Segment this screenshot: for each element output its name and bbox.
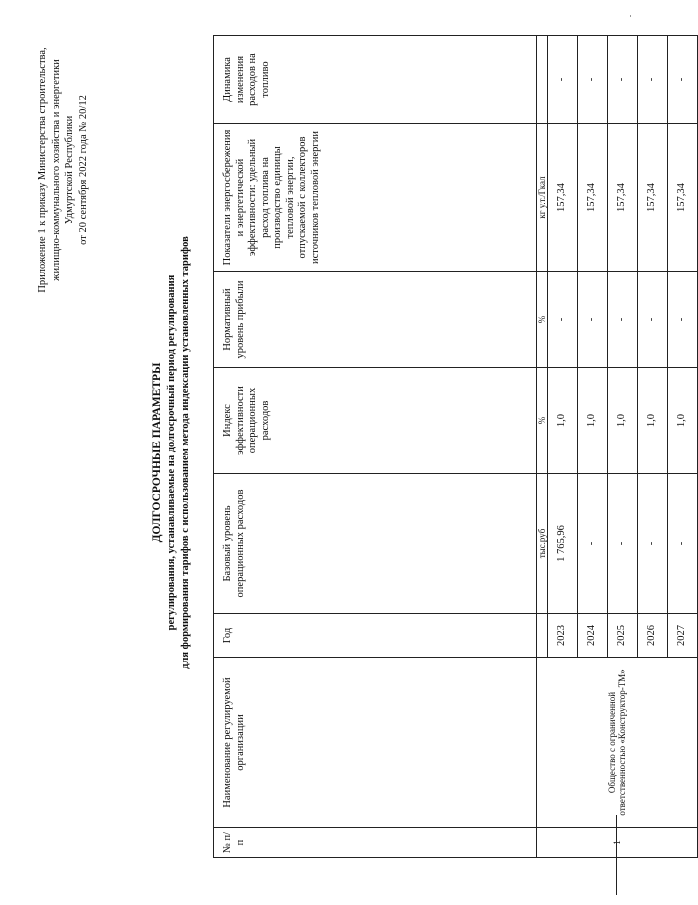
unit-energy-indicators: кг у.т./Гкал xyxy=(537,124,548,272)
appendix-line: от 20 сентября 2022 года № 20/12 xyxy=(77,95,89,245)
appendix-line: жилищно-коммунального хозяйства и энергетики xyxy=(50,59,62,281)
cell-efficiency-index: 1,0 xyxy=(548,368,578,474)
unit-efficiency-index: % xyxy=(537,368,548,474)
cell-efficiency-index: 1,0 xyxy=(638,368,668,474)
unit-fuel-dynamics xyxy=(537,36,548,124)
cell-energy: 157,34 xyxy=(668,124,698,272)
cell-profit-level: - xyxy=(638,272,668,368)
document-subtitle-1: регулирования, устанавливаемые на долгосрочный период регулирования xyxy=(166,274,177,631)
document-title: ДОЛГОСРОЧНЫЕ ПАРАМЕТРЫ xyxy=(151,362,163,543)
cell-fuel-dynamics: - xyxy=(638,36,668,124)
unit-base-level: тыс.руб xyxy=(537,474,548,614)
cell-profit-level: - xyxy=(578,272,608,368)
cell-base-level: - xyxy=(578,474,608,614)
scan-mark xyxy=(630,15,631,17)
header-year: Год xyxy=(214,614,537,658)
cell-fuel-dynamics: - xyxy=(548,36,578,124)
cell-year: 2026 xyxy=(638,614,668,658)
header-org: Наименование регулируемой организации xyxy=(214,658,537,828)
cell-energy: 157,34 xyxy=(578,124,608,272)
cell-profit-level: - xyxy=(668,272,698,368)
appendix-line: Удмуртской Республики xyxy=(64,115,75,225)
footnote-separator xyxy=(616,815,617,895)
parameters-table xyxy=(213,35,698,858)
header-energy-indicators: Показатели энергосбережения и энергетической эффективности: удельный расход топлива на производство единицы тепловой энергии, отпускаемой с коллекторов источников тепловой энергии xyxy=(214,124,537,272)
table-header-row xyxy=(214,36,537,858)
cell-efficiency-index: 1,0 xyxy=(608,368,638,474)
header-efficiency-index: Индекс эффективности операционных расходов xyxy=(214,368,537,474)
cell-energy: 157,34 xyxy=(608,124,638,272)
document-subtitle-2: для формирования тарифов с использованием метода индексации установленных тарифов xyxy=(179,236,191,669)
cell-year: 2025 xyxy=(608,614,638,658)
table-units-row xyxy=(537,36,548,858)
cell-base-level: - xyxy=(638,474,668,614)
cell-energy: 157,34 xyxy=(638,124,668,272)
header-num: № п/п xyxy=(214,828,537,858)
unit-year xyxy=(537,614,548,658)
cell-energy: 157,34 xyxy=(548,124,578,272)
cell-year: 2023 xyxy=(548,614,578,658)
cell-base-level: - xyxy=(608,474,638,614)
cell-base-level: - xyxy=(668,474,698,614)
document-heading xyxy=(150,150,192,755)
cell-profit-level: - xyxy=(548,272,578,368)
cell-base-level: 1 765,96 xyxy=(548,474,578,614)
header-base-level: Базовый уровень операционных расходов xyxy=(214,474,537,614)
cell-profit-level: - xyxy=(608,272,638,368)
cell-year: 2024 xyxy=(578,614,608,658)
cell-year: 2027 xyxy=(668,614,698,658)
appendix-note xyxy=(36,25,90,315)
org-name: Общество с ограниченной ответственностью «Конструктор-ТМ» xyxy=(537,658,698,828)
cell-efficiency-index: 1,0 xyxy=(668,368,698,474)
header-profit-level: Нормативный уровень прибыли xyxy=(214,272,537,368)
org-number: 1 xyxy=(537,828,698,858)
appendix-line: Приложение 1 к приказу Министерства строительства, xyxy=(37,47,48,293)
cell-fuel-dynamics: - xyxy=(608,36,638,124)
cell-fuel-dynamics: - xyxy=(668,36,698,124)
header-fuel-dynamics: Динамика изменения расходов на топливо xyxy=(214,36,537,124)
unit-profit-level: % xyxy=(537,272,548,368)
cell-fuel-dynamics: - xyxy=(578,36,608,124)
cell-efficiency-index: 1,0 xyxy=(578,368,608,474)
